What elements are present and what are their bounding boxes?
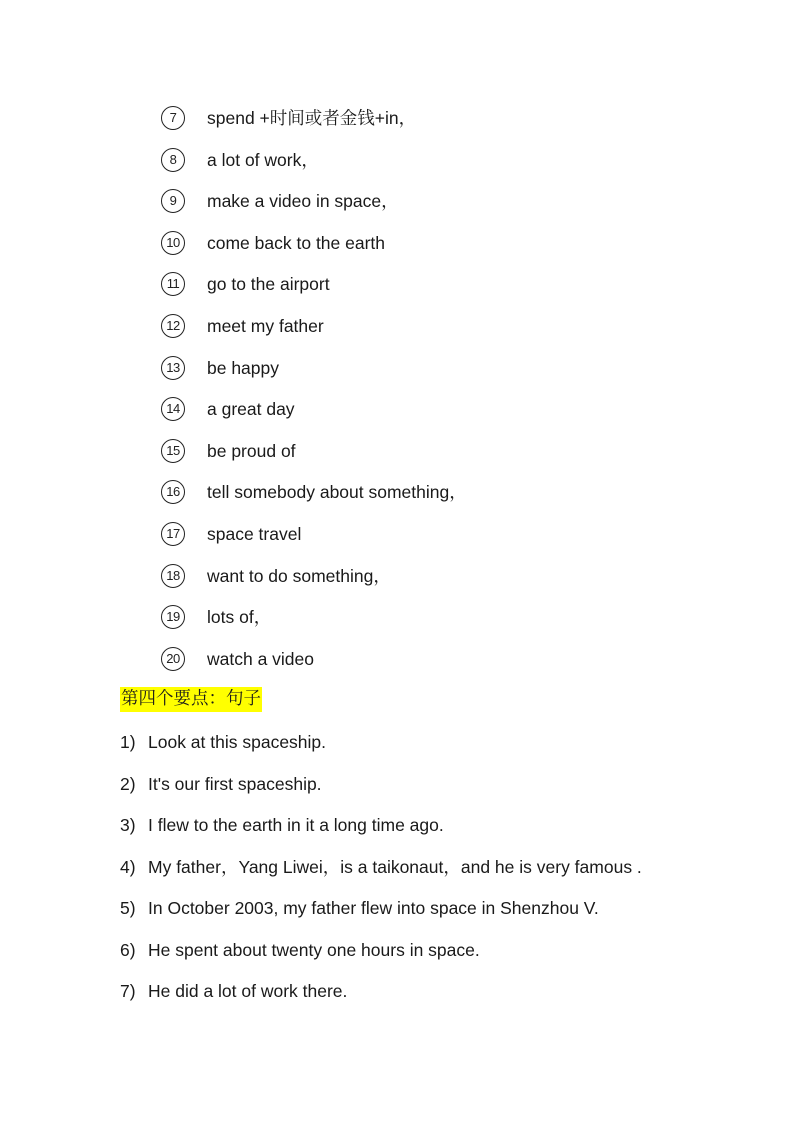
sentence-text: I flew to the earth in it a long time ago. <box>148 815 444 835</box>
sentence-number: 6) <box>120 939 136 960</box>
phrase-item <box>0 231 794 261</box>
phrase-text: meet my father <box>207 316 324 336</box>
circled-number: 12 <box>161 314 185 338</box>
circled-number: 19 <box>161 605 185 629</box>
section-heading: 第四个要点：句子 <box>120 687 262 712</box>
phrase-text: a great day <box>207 399 295 420</box>
circled-number: 13 <box>161 356 185 380</box>
phrase-text: be proud of <box>207 440 296 461</box>
circled-number: 10 <box>161 231 185 255</box>
sentence-number: 1) <box>120 732 136 752</box>
circled-number: 11 <box>161 272 185 296</box>
phrase-text: want to do something， <box>207 565 391 586</box>
sentence-item <box>0 731 794 757</box>
sentence-text: Look at this spaceship. <box>148 732 327 752</box>
phrase-text: spend +时间或者金钱+in， <box>207 108 417 128</box>
sentence-number: 5) <box>120 898 136 918</box>
phrase-item <box>0 189 794 219</box>
phrase-text: be happy <box>207 357 280 378</box>
sentence-text: It's our first spaceship. <box>148 773 322 794</box>
sentence-text: He spent about twenty one hours in space. <box>148 939 480 960</box>
sentence-number: 2) <box>120 773 136 794</box>
phrase-item <box>0 480 794 510</box>
phrase-text: a lot of work， <box>207 149 319 170</box>
sentence-text: He did a lot of work there. <box>148 981 348 1001</box>
phrase-item <box>0 106 794 136</box>
phrase-item <box>0 314 794 344</box>
circled-number: 20 <box>161 647 185 671</box>
sentence-item <box>0 773 794 799</box>
phrase-item <box>0 397 794 427</box>
circled-number: 14 <box>161 397 185 421</box>
phrase-text: go to the airport <box>207 274 330 295</box>
circled-number: 18 <box>161 564 185 588</box>
phrase-item <box>0 605 794 635</box>
sentence-number: 7) <box>120 981 136 1001</box>
circled-number: 7 <box>161 106 185 130</box>
phrase-text: come back to the earth <box>207 232 386 253</box>
circled-number: 8 <box>161 148 185 172</box>
phrase-item <box>0 522 794 552</box>
circled-number: 9 <box>161 189 185 213</box>
phrase-text: make a video in space， <box>207 191 399 212</box>
phrase-text: tell somebody about something， <box>207 482 467 503</box>
sentence-item <box>0 939 794 965</box>
phrase-text: watch a video <box>207 648 315 669</box>
phrase-item <box>0 272 794 302</box>
phrase-text: lots of， <box>207 607 272 628</box>
circled-number: 16 <box>161 480 185 504</box>
circled-number: 17 <box>161 522 185 546</box>
sentence-item <box>0 814 794 840</box>
phrase-item <box>0 356 794 386</box>
sentence-number: 4) <box>120 856 136 877</box>
sentence-item <box>0 980 794 1006</box>
sentence-number: 3) <box>120 815 136 835</box>
phrase-item <box>0 564 794 594</box>
phrase-item <box>0 439 794 469</box>
sentence-text: My father，Yang Liwei，is a taikonaut，and he is very famous . <box>148 856 642 877</box>
sentence-item <box>0 856 794 882</box>
sentence-text: In October 2003, my father flew into space in Shenzhou V. <box>148 898 599 918</box>
phrase-item <box>0 647 794 677</box>
sentence-item <box>0 897 794 923</box>
circled-number: 15 <box>161 439 185 463</box>
phrase-item <box>0 148 794 178</box>
phrase-text: space travel <box>207 524 302 544</box>
